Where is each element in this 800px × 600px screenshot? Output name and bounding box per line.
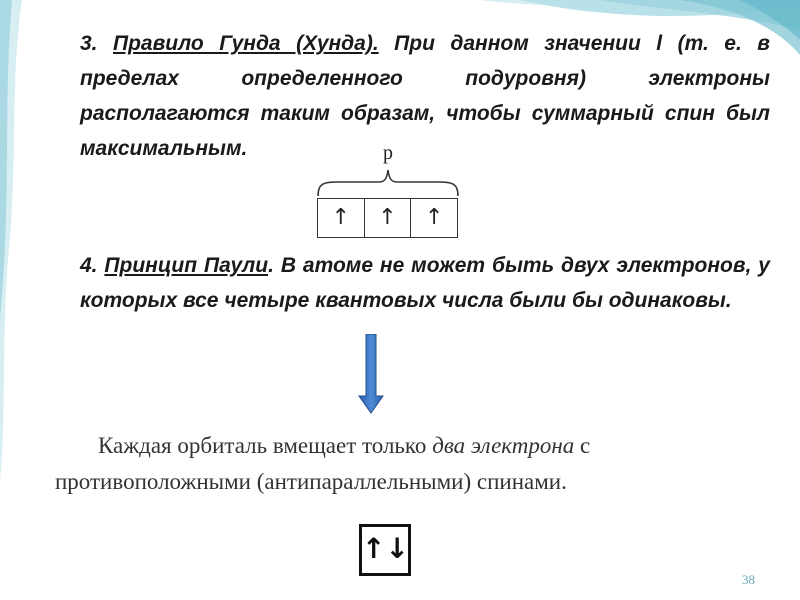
sublevel-brace [317,168,459,198]
hund-orbital-diagram [308,142,468,242]
rule3-title: Правило Гунда (Хунда). [113,32,379,55]
pauli-conclusion [55,428,755,500]
rule4-title: Принцип Паули [104,254,269,277]
orbital-cell: ↑ [365,199,412,237]
pauli-principle-paragraph [28,248,770,318]
paired-electrons-cell: ↑↓ [359,524,411,576]
conclusion-part1: Каждая орбиталь вмещает только [98,433,433,458]
down-arrow-icon [358,334,384,414]
orbital-cell: ↑ [318,199,365,237]
orbital-cell: ↑ [424,205,444,230]
conclusion-part2: с [574,433,591,458]
conclusion-emphasis: два электрона [432,433,575,458]
conclusion-line2: противоположными (антипараллельными) спинами. [55,469,567,494]
rule4-text: . В атоме не может быть двух электронов, у которых все четыре квантовых числа были бы одинаковы. [80,254,770,312]
rule3-text: При данном значении l (т. е. в пределах определенного подуровня) электроны располагаются таким образам, чтобы суммарный спин был максимальным. [80,32,770,160]
p-orbital-cells [317,198,458,238]
p-sublevel-label: p [383,142,393,164]
rule4-number: 4. [80,254,98,277]
rule3-number: 3. [80,32,98,55]
page-number: 38 [742,572,755,587]
